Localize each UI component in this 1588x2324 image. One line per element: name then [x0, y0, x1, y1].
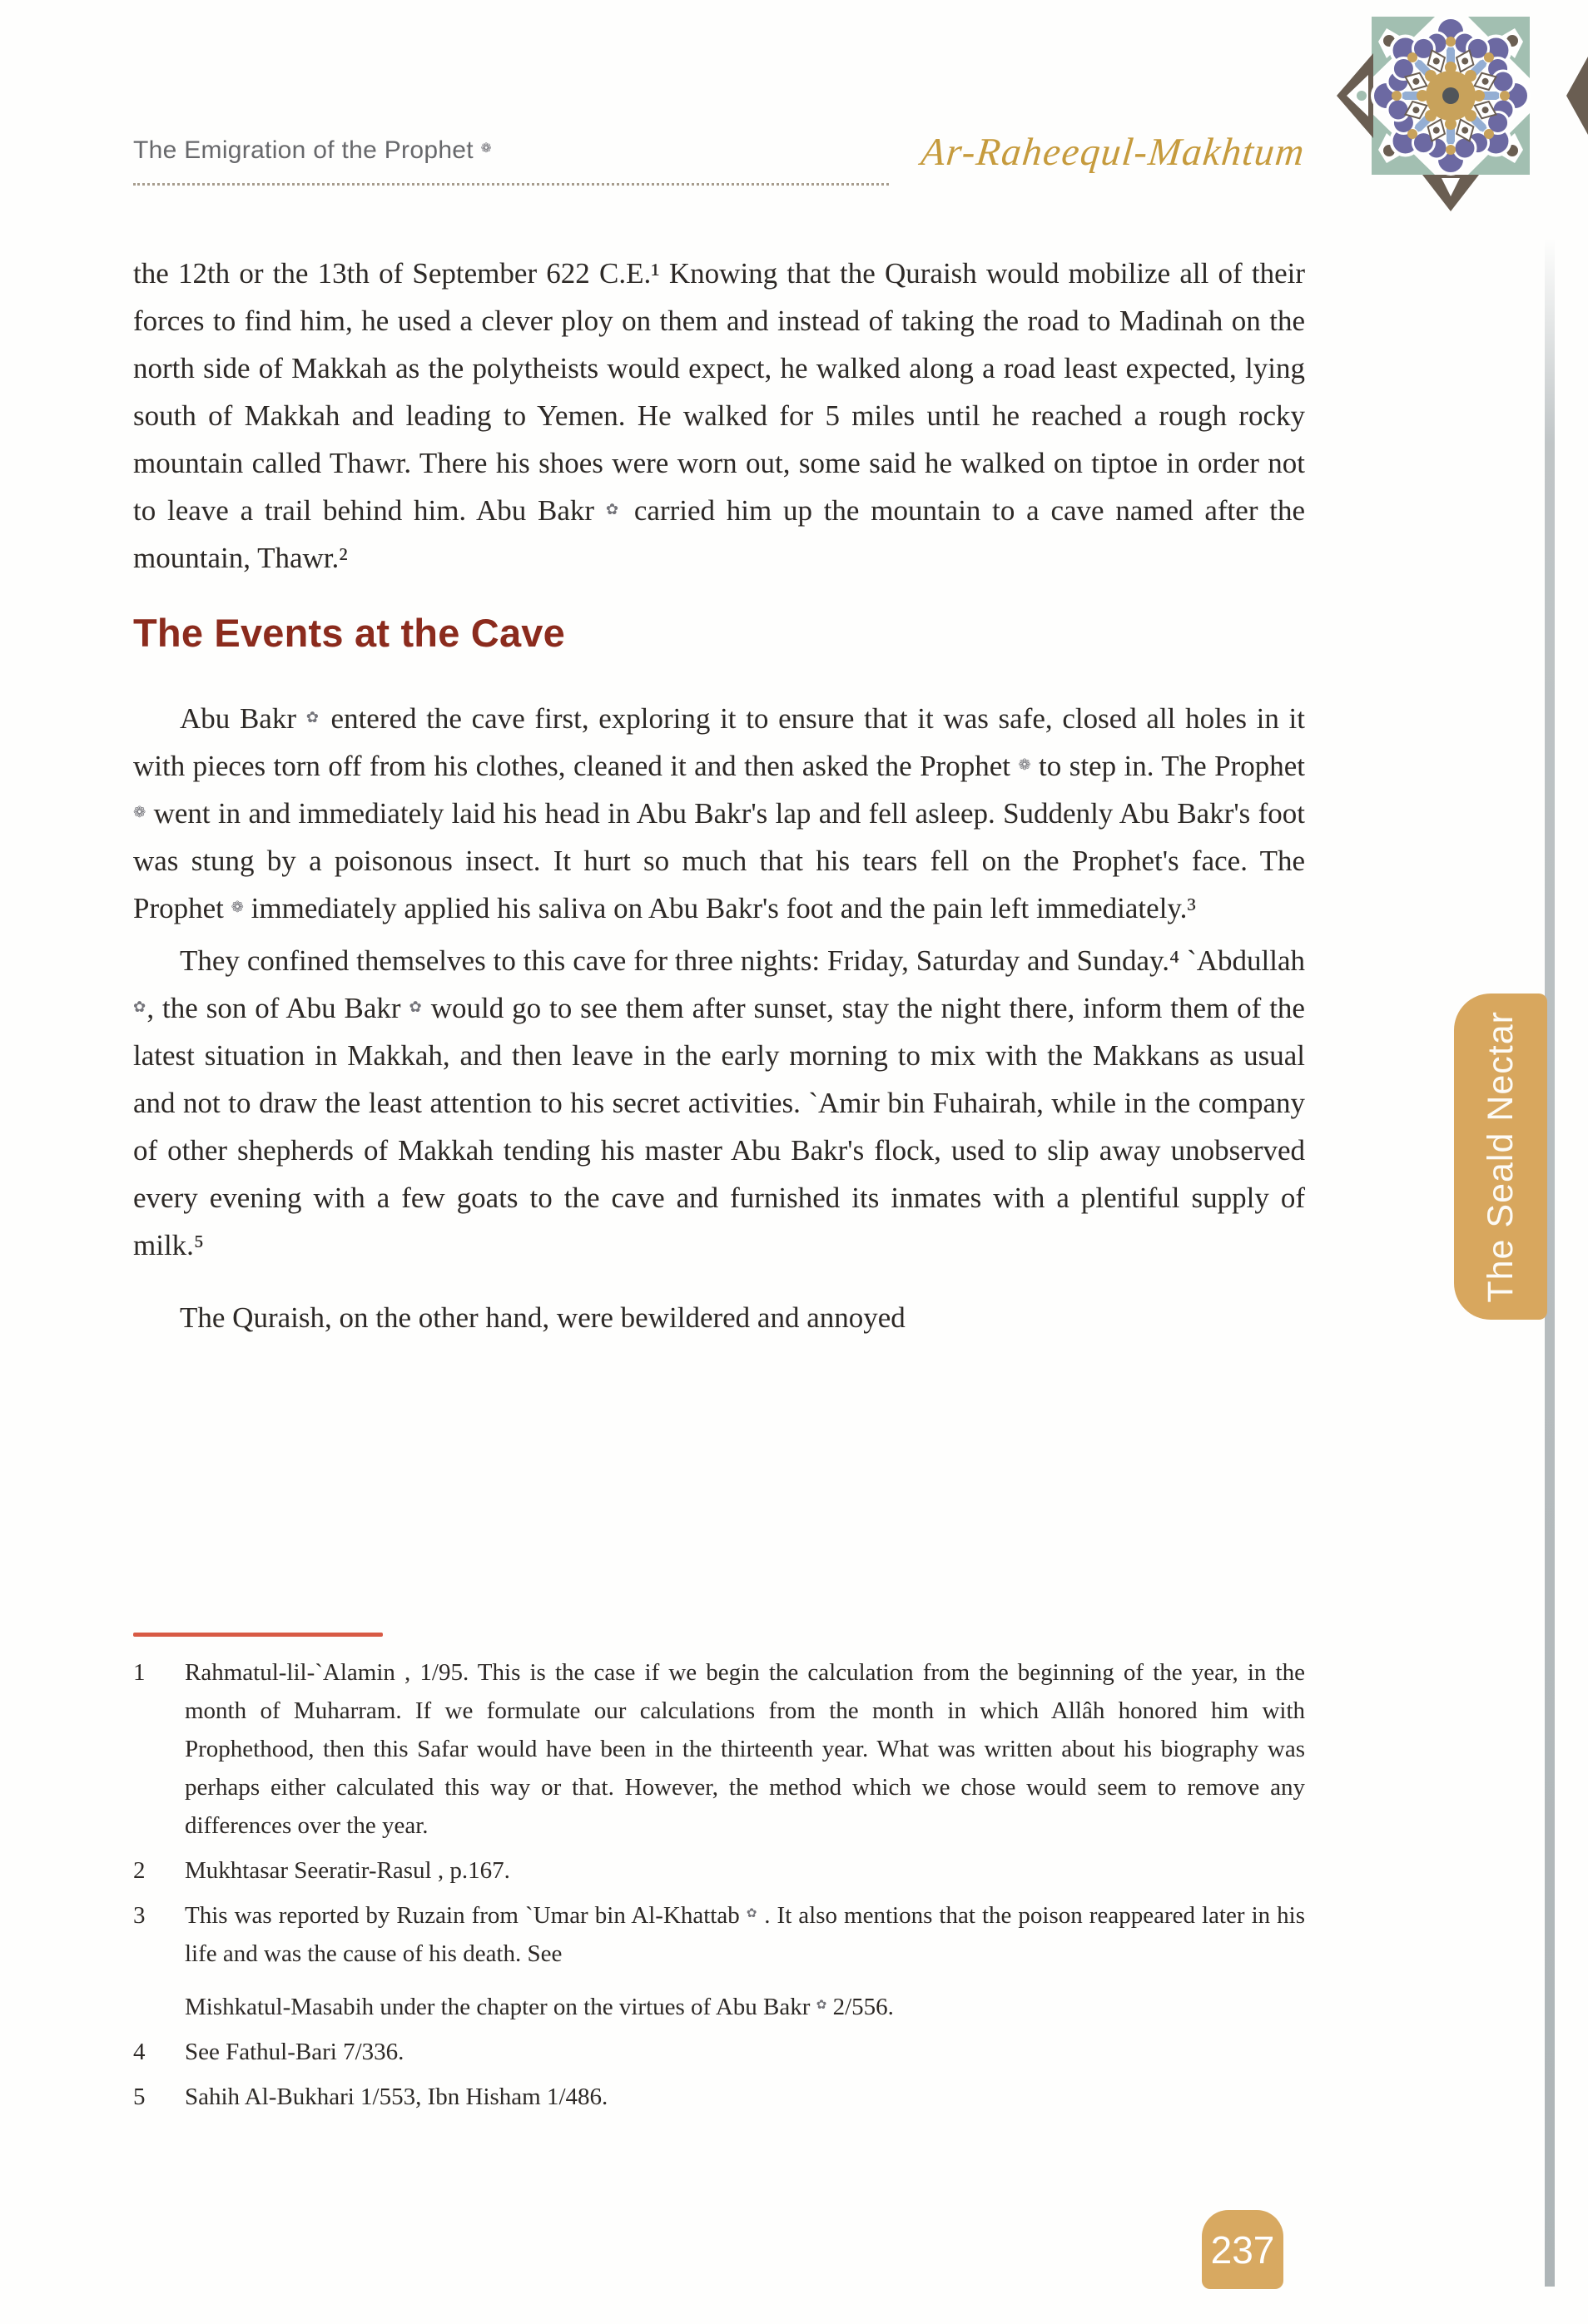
page-number-badge: 237 — [1202, 2210, 1283, 2289]
pbuh-honorific-icon: ❁ — [1018, 756, 1031, 774]
islamic-ornament-icon — [1337, 7, 1588, 213]
footnote-number: 4 — [133, 2039, 146, 2065]
footnote-item — [133, 1653, 1305, 1845]
footnote-number: 5 — [133, 2084, 146, 2110]
pbuh-honorific-icon: ❁ — [133, 804, 146, 821]
footnote-number: 2 — [133, 1857, 146, 1884]
footnote-text: Mishkatul-Masabih under the chapter on the virtues of Abu Bakr ✿ 2/556. — [185, 1994, 894, 2020]
paragraph: They confined themselves to this cave for three nights: Friday, Saturday and Sunday.⁴ `Abdullah ✿, the son of Abu Bakr ✿ would go to see them after sunset, stay the night there, inform them of the latest situation in Makkah, and then leave in the early morning to mix with the Makkans as usual and not to draw the least attention to his secret activities. `Amir bin Fuhairah, while in the company of other shepherds of Makkah tending his master Abu Bakr's flock, used to slip away unobserved every evening with a few goats to the cave and furnished its inmates with a plentiful supply of milk.⁵ — [133, 944, 1305, 1261]
footnote-item — [133, 2078, 1305, 2116]
footnote-item — [133, 1851, 1305, 1890]
chapter-title: The Emigration of the Prophet ❁ — [133, 136, 492, 164]
footnote-text: Mukhtasar Seeratir-Rasul , p.167. — [185, 1857, 510, 1884]
footnote-number — [133, 1988, 185, 2026]
footnote-text: Sahih Al-Bukhari 1/553, Ibn Hisham 1/486. — [185, 2084, 608, 2110]
paragraph: Abu Bakr ✿ entered the cave first, exploring it to ensure that it was safe, closed all holes in it with pieces torn off from his clothes, cleaned it and then asked the Prophet ❁ to step in. The Prophet ❁ went in and immediately laid his head in Abu Bakr's lap and fell asleep. Suddenly Abu Bakr's foot was stung by a poisonous insect. It hurt so much that his tears fell on the Prophet's face. The Prophet ❁ immediately applied his saliva on Abu Bakr's foot and the pain left immediately.³ — [133, 702, 1305, 924]
paragraph: the 12th or the 13th of September 622 C.E.¹ Knowing that the Quraish would mobilize all of their forces to find him, he used a clever ploy on them and instead of taking the road to Madinah on the north side of Makkah as the polytheists would expect, he walked along a road least expected, lying south of Makkah and leading to Yemen. He walked for 5 miles until he reached a rough rocky mountain called Thawr. There his shoes were worn out, some said he walked on tiptoe in order not to leave a trail behind him. Abu Bakr ✿ carried him up the mountain to a cave named after the mountain, Thawr.² — [133, 257, 1305, 574]
footnote-number: 3 — [133, 1902, 146, 1929]
pbuh-honorific-icon: ❁ — [231, 899, 244, 916]
footnote-list — [133, 1653, 1305, 2116]
ra-honorific-icon: ✿ — [305, 709, 321, 726]
footnote-rule — [133, 1633, 383, 1637]
section-heading: The Events at the Cave — [133, 611, 565, 655]
footnote-item — [133, 2033, 1305, 2071]
paragraph: The Quraish, on the other hand, were bewildered and annoyed — [180, 1301, 906, 1334]
footnote-item — [133, 1988, 1305, 2026]
ra-honorific-icon: ✿ — [746, 1905, 758, 1920]
page-header — [133, 131, 1308, 206]
footnote-text: See Fathul-Bari 7/336. — [185, 2039, 404, 2065]
header-dotted-rule — [133, 183, 889, 186]
body-text — [133, 250, 1305, 1341]
section-side-tab — [1454, 994, 1547, 1320]
footnote-text: This was reported by Ruzain from `Umar bin Al-Khattab ✿ . It also mentions that the poison reappeared later in his life and was the cause of his death. See — [185, 1902, 1306, 1967]
footnote-number: 1 — [133, 1659, 146, 1686]
side-tab-label: The Seald Nectar — [1480, 1010, 1521, 1303]
footnote-text: Rahmatul-lil-`Alamin , 1/95. This is the case if we begin the calculation from the beginning of the year, in the month of Muharram. If we formulate our calculations from the month in which Allâh honored him with Prophethood, then this Safar would have been in the thirteenth year. What was written about his biography was perhaps either calculated this way or that. However, the method which we chose would seem to remove any differences over the year. — [185, 1659, 1305, 1839]
ra-honorific-icon: ✿ — [605, 501, 623, 518]
pbuh-honorific-icon: ❁ — [480, 141, 492, 156]
ra-honorific-icon: ✿ — [409, 998, 423, 1016]
footnotes-section — [133, 1633, 1305, 2116]
ra-honorific-icon: ✿ — [816, 1997, 827, 2012]
book-title-calligraphy: Ar-Raheequl-Makhtum — [919, 131, 1308, 174]
ra-honorific-icon: ✿ — [133, 998, 147, 1016]
footnote-item — [133, 1896, 1305, 1973]
